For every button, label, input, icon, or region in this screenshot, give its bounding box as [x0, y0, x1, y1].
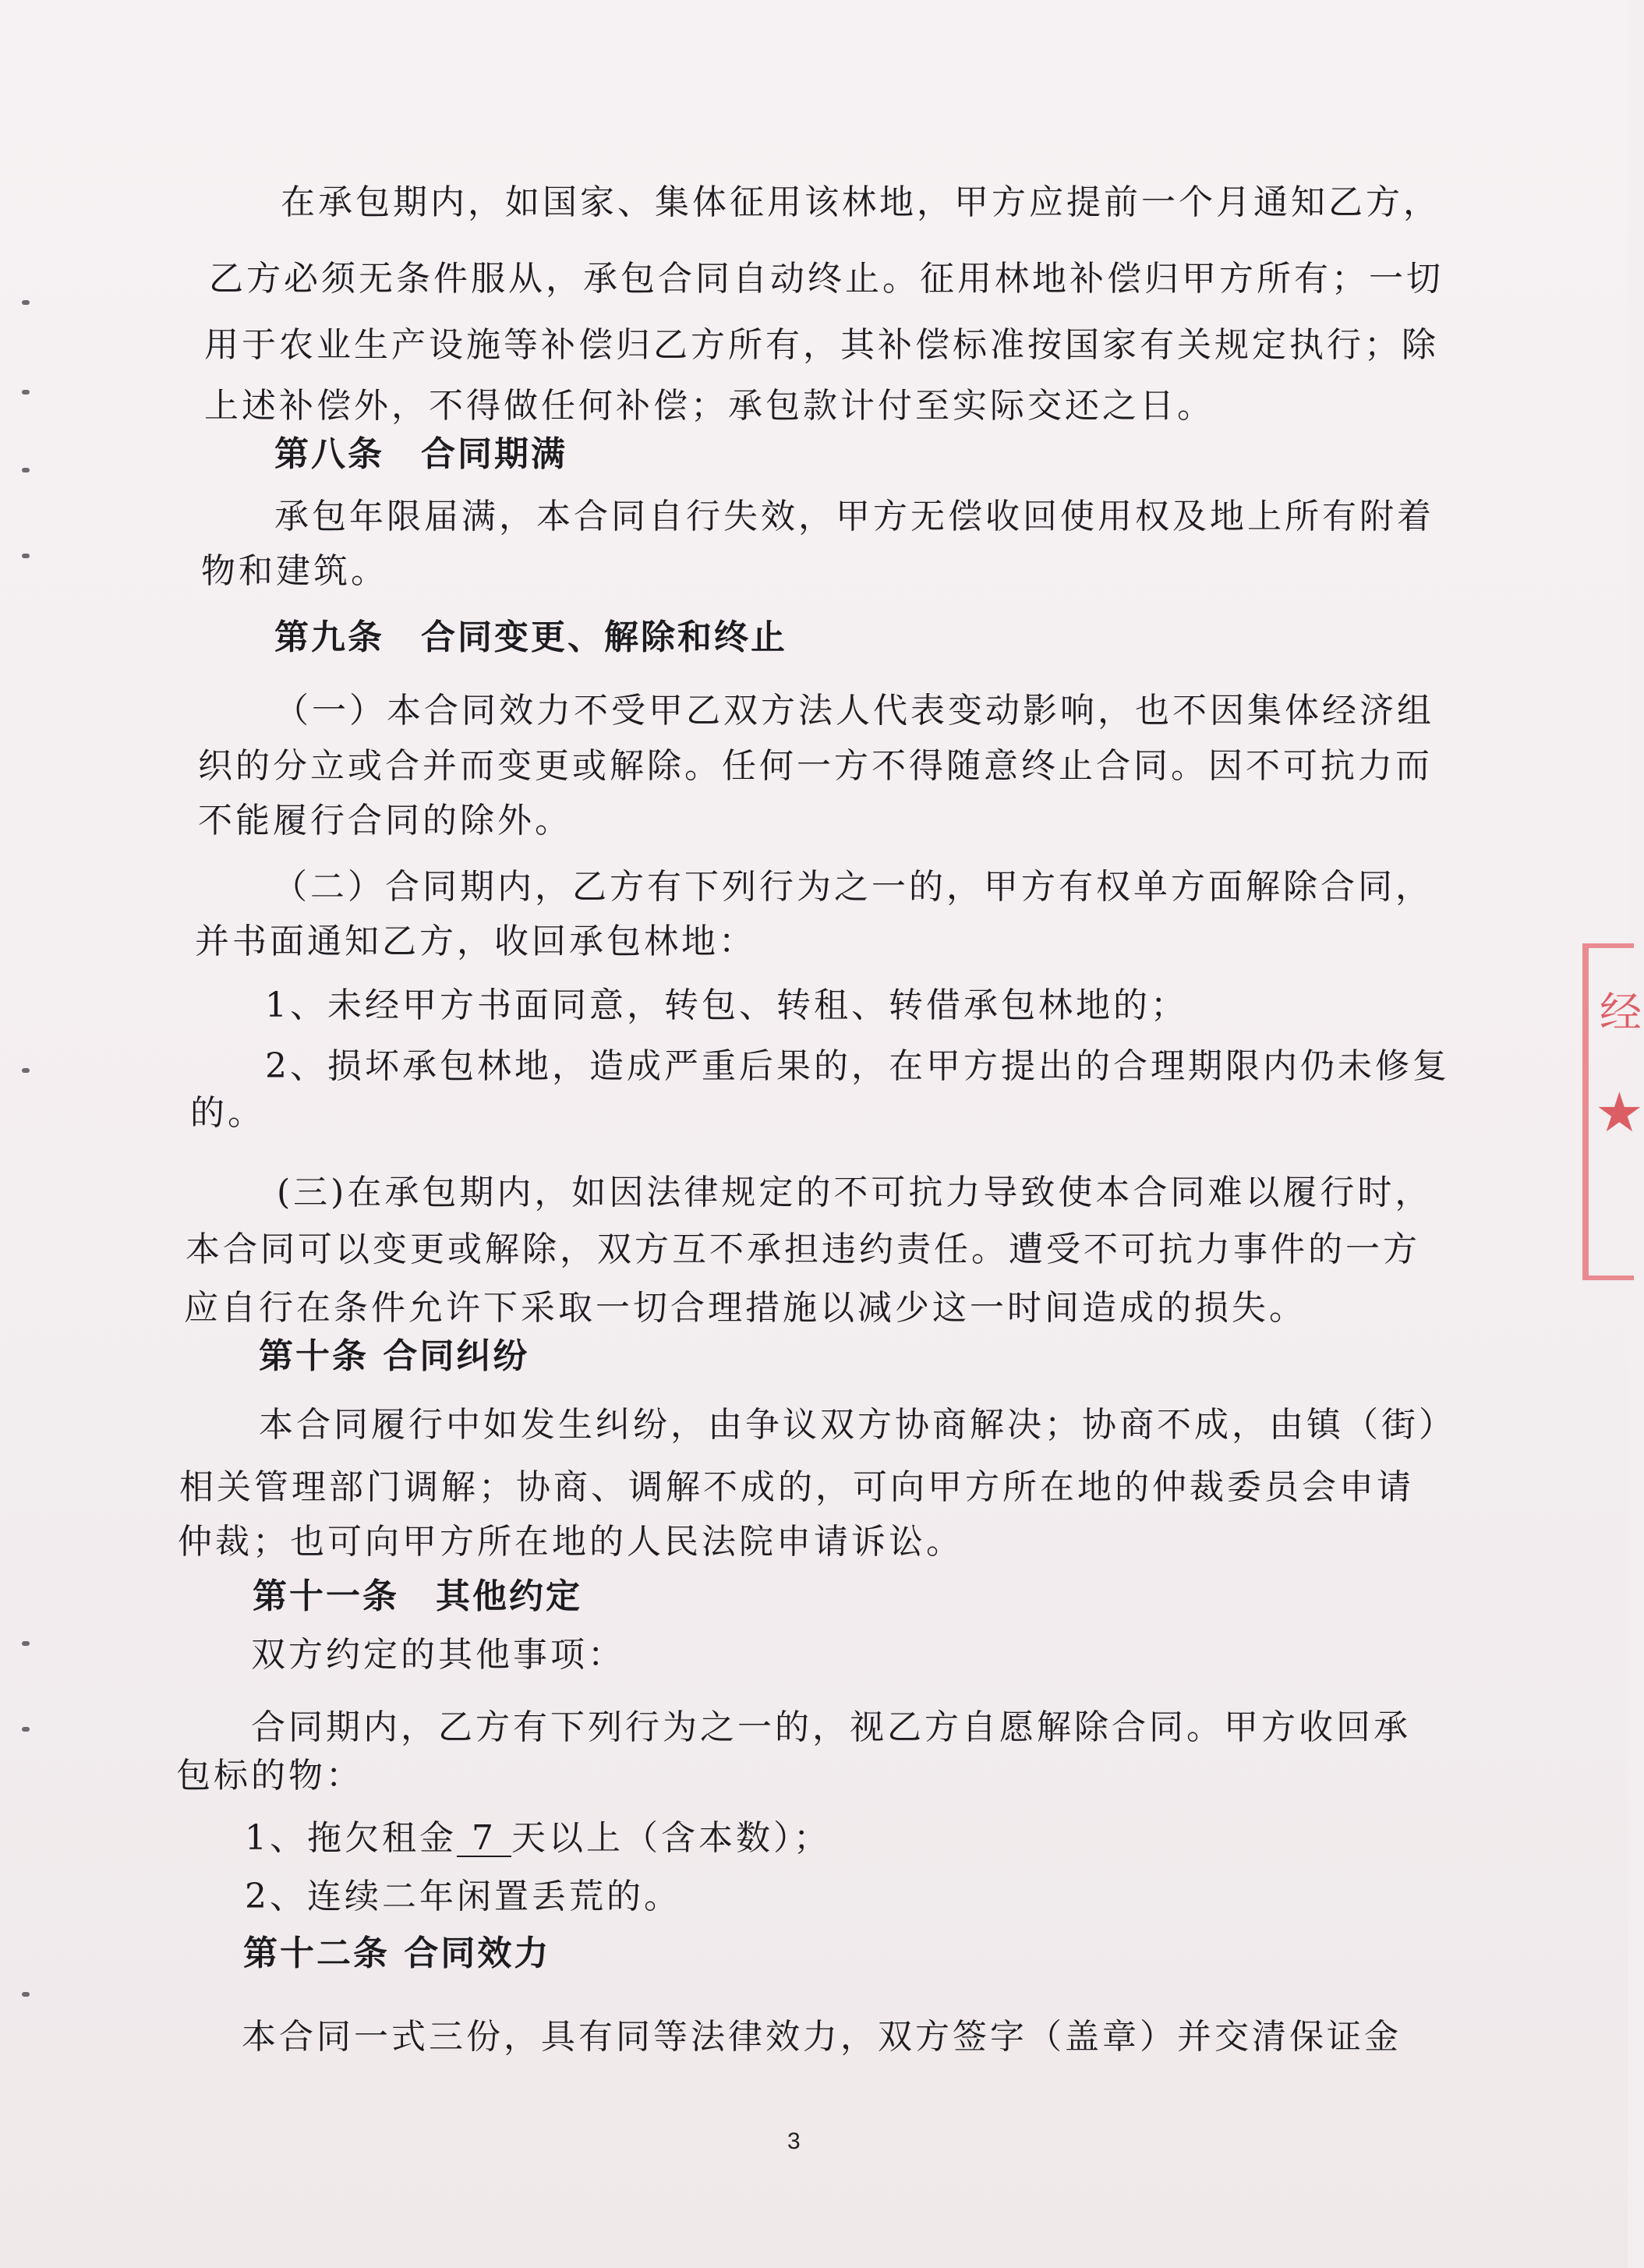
list-item: 2、连续二年闲置丢荒的。: [245, 1877, 681, 1916]
paragraph-line: 本合同履行中如发生纠纷，由争议双方协商解决；协商不成，由镇（街）: [259, 1405, 1456, 1445]
binding-hole-mark: [22, 390, 30, 395]
paragraph-line: 用于农业生产设施等补偿归乙方所有，其补偿标准按国家有关规定执行；除: [204, 325, 1439, 365]
paragraph-line: 物和建筑。: [201, 551, 388, 591]
paragraph-line: （二）合同期内，乙方有下列行为之一的，甲方有权单方面解除合同，: [273, 867, 1433, 907]
binding-hole-mark: [22, 1641, 30, 1646]
paragraph-line: 本合同可以变更或解除，双方互不承担违约责任。遭受不可抗力事件的一方: [186, 1230, 1420, 1269]
paragraph-line: 上述补偿外，不得做任何补偿；承包款计付至实际交还之日。: [204, 386, 1214, 426]
section-heading-article-9: 第九条 合同变更、解除和终止: [274, 617, 787, 657]
paragraph-line: 相关管理部门调解；协商、调解不成的，可向甲方所在地的仲裁委员会申请: [179, 1467, 1414, 1507]
red-seal-stamp: [1582, 943, 1644, 1280]
binding-hole-mark: [22, 1068, 30, 1073]
list-item-arrears: [245, 1817, 831, 1860]
list-item: 1、未经甲方书面同意，转包、转租、转借承包林地的；: [265, 985, 1188, 1025]
binding-hole-mark: [22, 1727, 30, 1732]
paragraph-line: (三)在承包期内，如因法律规定的不可抗力导致使本合同难以履行时，: [277, 1173, 1433, 1212]
paragraph-line: 合同期内，乙方有下列行为之一的，视乙方自愿解除合同。甲方收回承: [251, 1707, 1411, 1747]
paragraph-line: 乙方必须无条件服从，承包合同自动终止。征用林地补偿归甲方所有；一切: [209, 259, 1444, 299]
binding-hole-mark: [22, 554, 30, 558]
paragraph-line: 织的分立或合并而变更或解除。任何一方不得随意终止合同。因不可抗力而: [198, 746, 1433, 786]
section-heading-article-8: 第八条 合同期满: [274, 434, 567, 474]
list-item: 2、损坏承包林地，造成严重后果的，在甲方提出的合理期限内仍未修复: [265, 1046, 1450, 1086]
paragraph-line: 并书面通知乙方，收回承包林地：: [195, 922, 756, 961]
arrears-prefix: 1、拖欠租金: [245, 1818, 457, 1858]
seal-glyph: 经: [1600, 988, 1642, 1037]
section-heading-article-11: 第十一条 其他约定: [253, 1576, 582, 1616]
binding-hole-mark: [22, 1992, 30, 1997]
paragraph-line: 不能履行合同的除外。: [198, 801, 572, 840]
seal-star-icon: ★: [1595, 1081, 1644, 1145]
paragraph-line: （一）本合同效力不受甲乙双方法人代表变动影响，也不因集体经济组: [274, 691, 1434, 731]
paragraph-line: 包标的物：: [176, 1756, 363, 1796]
section-heading-article-10: 第十条 合同纠纷: [259, 1336, 530, 1376]
paragraph-line: 本合同一式三份，具有同等法律效力，双方签字（盖章）并交清保证金: [242, 2017, 1402, 2057]
paragraph-line: 应自行在条件允许下采取一切合理措施以减少这一时间造成的损失。: [184, 1288, 1306, 1328]
paragraph-line: 双方约定的其他事项：: [251, 1635, 625, 1675]
paragraph-line: 在承包期内，如国家、集体征用该林地，甲方应提前一个月通知乙方，: [281, 182, 1441, 222]
paragraph-line: 承包年限届满，本合同自行失效，甲方无偿收回使用权及地上所有附着: [274, 497, 1434, 536]
paragraph-line: 仲裁；也可向甲方所在地的人民法院申请诉讼。: [178, 1522, 963, 1562]
arrears-days-field: 7: [457, 1821, 511, 1857]
paragraph-line: 的。: [190, 1093, 265, 1133]
binding-hole-mark: [22, 300, 30, 305]
arrears-suffix: 天以上（含本数）；: [511, 1818, 831, 1858]
section-heading-article-12: 第十二条 合同效力: [243, 1934, 551, 1973]
page-number: 3: [787, 2128, 801, 2154]
binding-hole-mark: [22, 468, 30, 472]
